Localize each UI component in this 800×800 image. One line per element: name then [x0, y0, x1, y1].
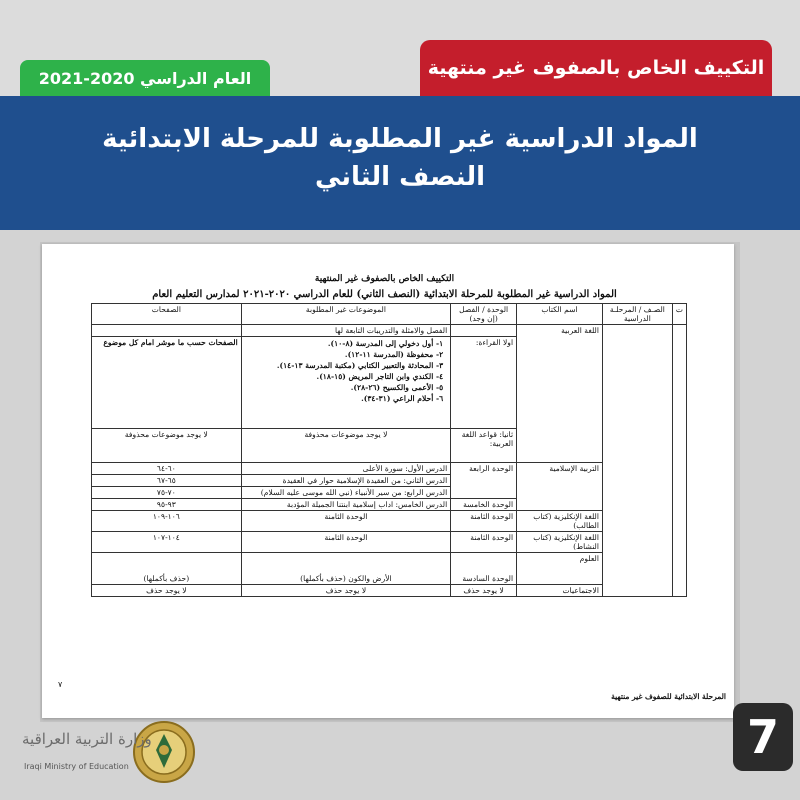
page-badge: 7 [733, 703, 793, 771]
cell-topic [241, 337, 451, 429]
cell-unit: الوحدة الرابعة [451, 463, 517, 499]
cell-topic: الأرض والكون (حذف بأكملها) [241, 553, 451, 585]
ministry-logo [20, 720, 200, 790]
cell-pages: ١٠٦-١٠٩ [92, 511, 242, 532]
ministry-name-en: Iraqi Ministry of Education [24, 762, 129, 771]
col-header-topics: الموضوعات غير المطلوبة [241, 304, 451, 325]
cell-book: اللغة الإنكليزية (كتاب النشاط) [517, 532, 603, 553]
cell-unit: الوحدة الثامنة [451, 532, 517, 553]
cell-book: اللغة الإنكليزية (كتاب الطالب) [517, 511, 603, 532]
cell-book: التربية الإسلامية [517, 463, 603, 511]
list-item: ٥- الأعمى والكسيح (٢٦-٢٨). [350, 383, 444, 392]
banner-title-line2: النصف الثاني [314, 162, 486, 192]
table-row [92, 463, 687, 475]
cell-t [672, 325, 686, 597]
document-footer: المرحلة الابتدائية للصفوف غير منتهية [611, 692, 726, 701]
cell-pages: ٩٣-٩٥ [92, 499, 242, 511]
cell-topic: الدرس الخامس: اداب إسلامية ابنتنا الجميلة المؤدبة [241, 499, 451, 511]
cell-pages: ٦٠-٦٤ [92, 463, 242, 475]
document-heading: التكييف الخاص بالصفوف غير المنتهية [314, 274, 455, 284]
document-subheading: المواد الدراسية غير المطلوبة للمرحلة الابتدائية (النصف الثاني) للعام الدراسي ٢٠٢٠-٢٠٢١ لمدارس التعليم العام [152, 289, 617, 300]
cell-unit: ثانيا: قواعد اللغة العربية: [451, 429, 517, 463]
year-tab: العام الدراسي 2020-2021 [20, 60, 270, 96]
cell-topic: الوحدة الثامنة [241, 532, 451, 553]
cell-pages: لا يوجد حذف [92, 585, 242, 597]
banner-title-line1: المواد الدراسية غير المطلوبة للمرحلة الابتدائية [102, 124, 698, 154]
cell-topic: لا يوجد موضوعات محذوفة [241, 429, 451, 463]
category-tab: التكييف الخاص بالصفوف غير منتهية [420, 40, 772, 96]
title-banner [0, 96, 800, 230]
cell-topic: الوحدة الثامنة [241, 511, 451, 532]
cell-pages: ٧٠-٧٥ [92, 487, 242, 499]
cell-pages: (حذف بأكملها) [92, 553, 242, 585]
document-page [42, 244, 734, 718]
cell-topic: الدرس الرابع: من سير الأنبياء (نبي الله موسى عليه السلام) [241, 487, 451, 499]
list-item: ٤- الكندي وابن التاجر المريض (١٥-١٨). [316, 372, 444, 381]
ministry-name-ar: وزارة التربية العراقية [22, 730, 152, 748]
cell-pages: ٦٥-٦٧ [92, 475, 242, 487]
reading-topics-list [245, 338, 448, 404]
table-header-row [92, 304, 687, 325]
cell-unit: الوحدة الخامسة [451, 499, 517, 511]
cell-unit: لا يوجد حذف [451, 585, 517, 597]
cell-pages: ١٠٤-١٠٧ [92, 532, 242, 553]
cell-unit: الوحدة السادسة [451, 553, 517, 585]
list-item: ٢- محفوظة (المدرسة ١١-١٢). [344, 350, 444, 359]
col-header-stage: الصـف / المرحلـة الدراسية [602, 304, 672, 325]
cell-topic: الدرس الثاني: من العقيدة الإسلامية حوار في العقيدة [241, 475, 451, 487]
col-header-unit: الوحدة / الفصل (إن وجد) [451, 304, 517, 325]
cell-book: العلوم [517, 553, 603, 585]
col-header-t: ت [672, 304, 686, 325]
subjects-table [91, 303, 687, 597]
table-row [92, 511, 687, 532]
cell-pages: الصفحات حسب ما موشر امام كل موضوع [92, 337, 242, 429]
table-row [92, 553, 687, 585]
table-row [92, 532, 687, 553]
cell-book: اللغة العربية [517, 325, 603, 463]
table-row [92, 585, 687, 597]
cell-stage [602, 325, 672, 597]
page-number: ٧ [58, 680, 63, 689]
cell-unit: الوحدة الثامنة [451, 511, 517, 532]
col-header-book: اسم الكتاب [517, 304, 603, 325]
cell-unit [451, 325, 517, 337]
list-item: ١- أول دخولي إلى المدرسة (٨-١٠). [327, 339, 444, 348]
list-item: ٦- أحلام الراعي (٣١-٣٤). [361, 394, 444, 403]
cell-pages [92, 325, 242, 337]
table-row [92, 325, 687, 337]
cell-book: الاجتماعيات [517, 585, 603, 597]
cell-topic: الدرس الأول: سورة الأعلى [241, 463, 451, 475]
cell-unit: اولا القراءة: [451, 337, 517, 429]
list-item: ٣- المحادثة والتعبير الكتابي (مكتبة المدرسة ١٣-١٤). [276, 361, 444, 370]
col-header-pages: الصفحات [92, 304, 242, 325]
cell-pages: لا يوجد موضوعات محذوفة [92, 429, 242, 463]
cell-topic: الفصل والامثلة والتدريبات التابعة لها [241, 325, 451, 337]
cell-topic: لا يوجد حذف [241, 585, 451, 597]
